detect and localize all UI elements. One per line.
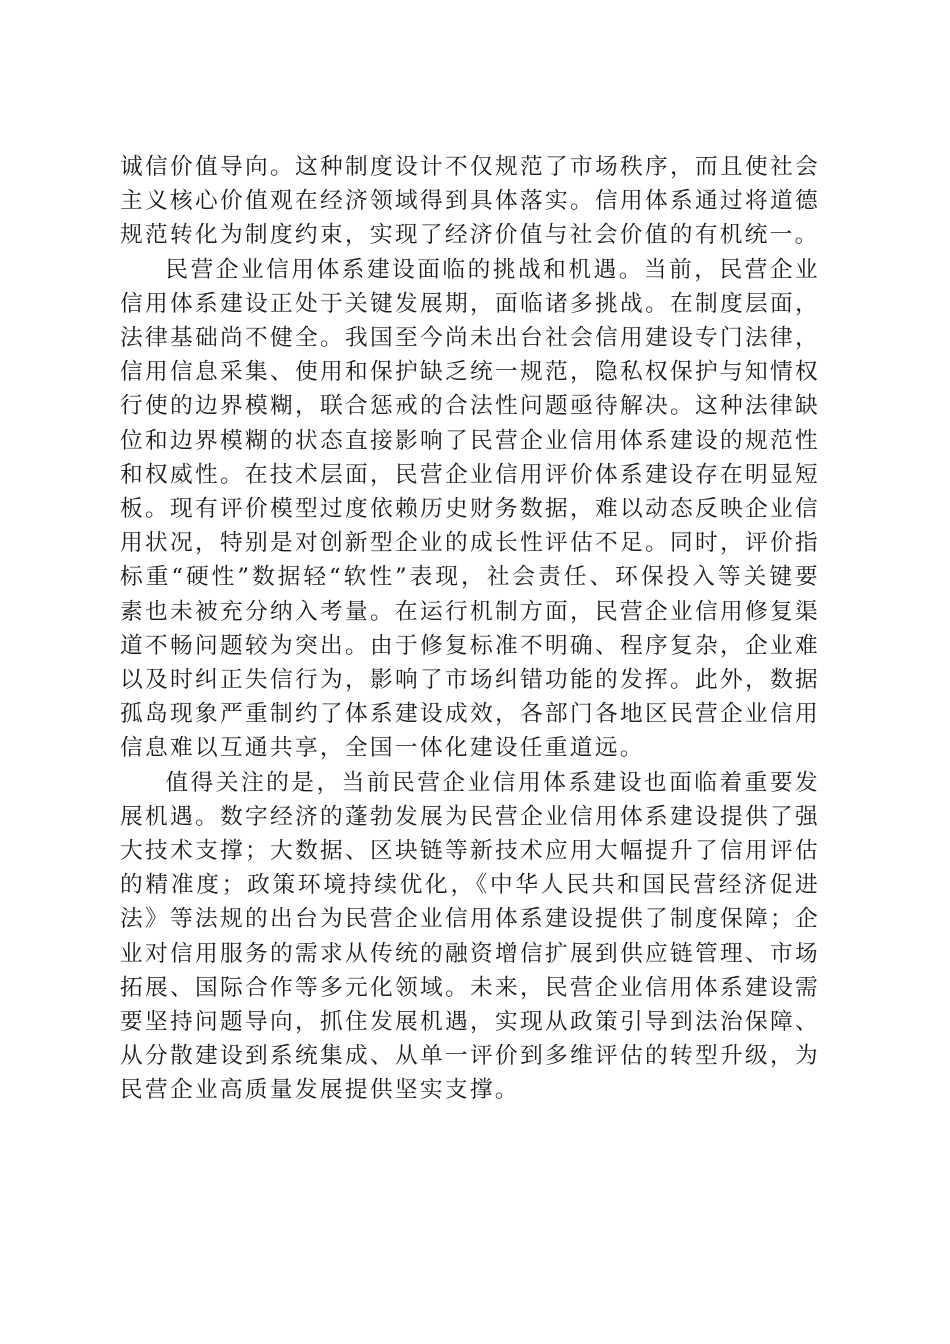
document-body — [120, 150, 820, 1108]
paragraph-continuation: 诚信价值导向。这种制度设计不仅规范了市场秩序，而且使社会主义核心价值观在经济领域得到具体落实。信用体系通过将道德规范转化为制度约束，实现了经济价值与社会价值的有机统一。 — [120, 154, 820, 249]
paragraph-challenges-and-opportunities: 民营企业信用体系建设面临的挑战和机遇。当前，民营企业信用体系建设正处于关键发展期，面临诸多挑战。在制度层面，法律基础尚不健全。我国至今尚未出台社会信用建设专门法律，信用信息采集、使用和保护缺乏统一规范，隐私权保护与知情权行使的边界模糊，联合惩戒的合法性问题亟待解决。这种法律缺位和边界模糊的状态直接影响了民营企业信用体系建设的规范性和权威性。在技术层面，民营企业信用评价体系建设存在明显短板。现有评价模型过度依赖历史财务数据，难以动态反映企业信用状况，特别是对创新型企业的成长性评估不足。同时，评价指标重“硬性”数据轻“软性”表现，社会责任、环保投入等关键要素也未被充分纳入考量。在运行机制方面，民营企业信用修复渠道不畅问题较为突出。由于修复标准不明确、程序复杂，企业难以及时纠正失信行为，影响了市场纠错功能的发挥。此外，数据孤岛现象严重制约了体系建设成效，各部门各地区民营企业信用信息难以互通共享，全国一体化建设任重道远。 — [120, 256, 820, 762]
paragraph-development-opportunities: 值得关注的是，当前民营企业信用体系建设也面临着重要发展机遇。数字经济的蓬勃发展为民营企业信用体系建设提供了强大技术支撑；大数据、区块链等新技术应用大幅提升了信用评估的精准度；政策环境持续优化，《中华人民共和国民营经济促进法》等法规的出台为民营企业信用体系建设提供了制度保障；企业对信用服务的需求从传统的融资增信扩展到供应链管理、市场拓展、国际合作等多元化领域。未来，民营企业信用体系建设需要坚持问题导向，抓住发展机遇，实现从政策引导到法治保障、从分散建设到系统集成、从单一评价到多维评估的转型升级，为民营企业高质量发展提供坚实支撑。 — [120, 769, 820, 1104]
